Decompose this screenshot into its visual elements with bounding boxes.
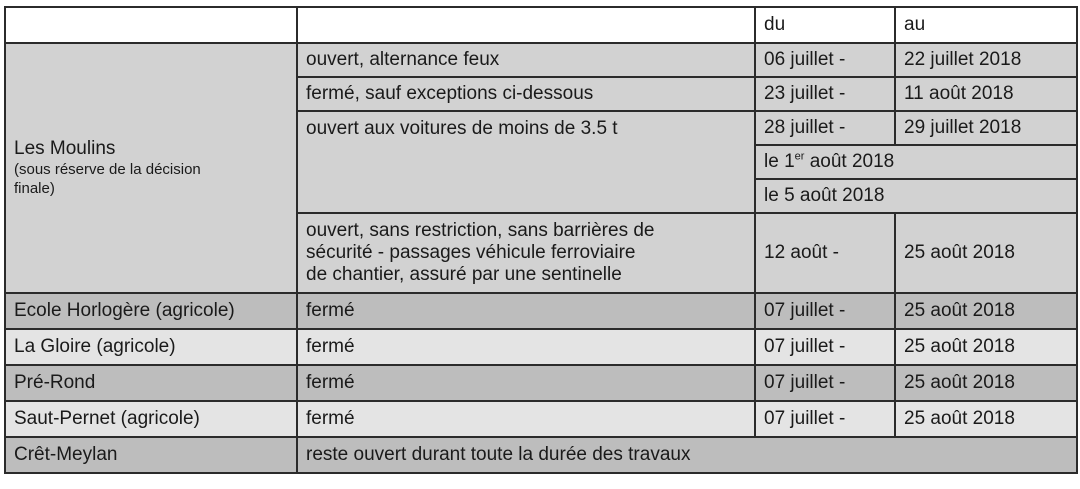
location-name: Pré-Rond [14,372,96,393]
status-cell [297,43,755,77]
location-name: Saut-Pernet [14,408,116,429]
date-to: 25 août 2018 [895,213,1077,293]
header-empty-2 [297,7,755,43]
single-date: le 1er août 2018 [755,145,1077,179]
location-cell [5,401,297,437]
location-cell: Crêt-Meylan [5,437,297,473]
road-closure-table [4,6,1078,474]
status-strong: fermé [306,83,355,104]
location-qualifier: (agricole) [150,300,235,321]
date-to: 25 août 2018 [895,365,1077,401]
location-name: Les Moulins [14,138,116,159]
date-from: 07 juillet - [755,329,895,365]
status-cell [297,77,755,111]
status-rest: aux voitures de moins de 3.5 t [358,118,618,139]
header-au: au [895,7,1077,43]
status-strong: ouvert [306,118,359,139]
location-cell [5,365,297,401]
date-from: 07 juillet - [755,401,895,437]
date-to: 25 août 2018 [895,329,1077,365]
table-row [5,293,1077,329]
date-from: 07 juillet - [755,365,895,401]
location-note: (sous réserve de la décision finale) [14,161,201,197]
status-cell: ouvert, sans restriction, sans barrières de sécurité - passages véhicule ferroviaire de chantier, assuré par une sentinelle [297,213,755,293]
status-rest: , sauf exceptions ci-dessous [354,83,594,104]
header-empty-1 [5,7,297,43]
location-les-moulins [5,43,297,293]
status-rest: , alternance feux [358,49,500,70]
table-row [5,401,1077,437]
location-name: La Gloire [14,336,92,357]
date-from: 06 juillet - [755,43,895,77]
single-date: le 5 août 2018 [755,179,1077,213]
status-strong: ouvert [306,49,359,70]
status-cell: fermé [297,365,755,401]
location-cell [5,329,297,365]
status-cell [297,111,755,213]
location-qualifier: (agricole) [91,336,176,357]
location-qualifier: (agricole) [115,408,200,429]
status-cell: fermé [297,329,755,365]
date-from: 23 juillet - [755,77,895,111]
location-name: Ecole Horlogère [14,300,151,321]
status-cell: fermé [297,293,755,329]
date-from: 07 juillet - [755,293,895,329]
date-to: 22 juillet 2018 [895,43,1077,77]
date-to: 25 août 2018 [895,293,1077,329]
table-row [5,43,1077,77]
status-cell: reste ouvert durant toute la durée des travaux [297,437,1077,473]
status-cell: fermé [297,401,755,437]
date-from: 12 août - [755,213,895,293]
date-to: 25 août 2018 [895,401,1077,437]
location-cell [5,293,297,329]
date-from: 28 juillet - [755,111,895,145]
table-row [5,365,1077,401]
table-row [5,437,1077,473]
status-strong: ouvert [306,220,359,241]
table-row [5,329,1077,365]
header-row [5,7,1077,43]
header-du: du [755,7,895,43]
date-to: 29 juillet 2018 [895,111,1077,145]
date-to: 11 août 2018 [895,77,1077,111]
